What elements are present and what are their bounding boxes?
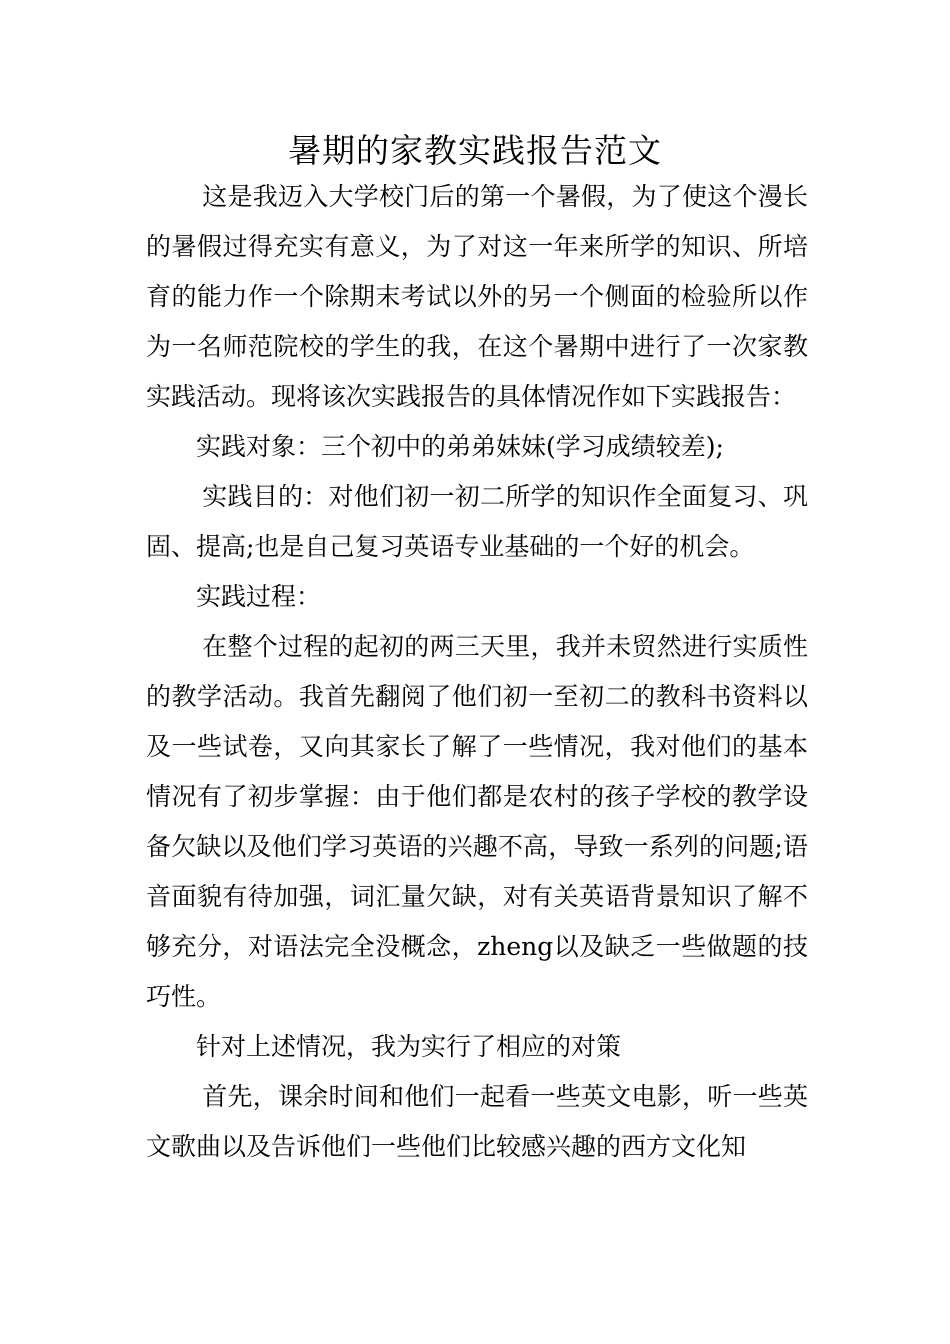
paragraph-practice-purpose: 实践目的：对他们初一初二所学的知识作全面复习、巩固、提高;也是自己复习英语专业基础的一个好的机会。 [146, 482, 808, 561]
paragraph-practice-target: 实践对象：三个初中的弟弟妹妹(学习成绩较差); [196, 432, 724, 461]
paragraph-intro: 这是我迈入大学校门后的第一个暑假，为了使这个漫长的暑假过得充实有意义，为了对这一年来所学的知识、所培育的能力作一个除期末考试以外的另一个侧面的检验所以作为一名师范院校的学生的我，在这个暑期中进行了一次家教实践活动。现将该次实践报告的具体情况作如下实践报告： [146, 182, 808, 411]
paragraph-countermeasures: 针对上述情况，我为实行了相应的对策 [196, 1032, 622, 1061]
paragraph-practice-process: 在整个过程的起初的两三天里，我并未贸然进行实质性的教学活动。我首先翻阅了他们初一至初二的教科书资料以及一些试卷，又向其家长了解了一些情况，我对他们的基本情况有了初步掌握：由于他们都是农村的孩子学校的教学设备欠缺以及他们学习英语的兴趣不高，导致一系列的问题;语音面貌有待加强，词汇量欠缺，对有关英语背景知识了解不够充分，对语法完全没概念，zheng以及缺乏一些做题的技巧性。 [146, 632, 808, 1011]
document-body [146, 172, 808, 1172]
paragraph-first-step: 首先，课余时间和他们一起看一些英文电影，听一些英文歌曲以及告诉他们一些他们比较感兴趣的西方文化知 [146, 1082, 808, 1161]
document-title: 暑期的家教实践报告范文 [288, 131, 662, 170]
paragraph-practice-process-heading: 实践过程： [196, 582, 322, 611]
